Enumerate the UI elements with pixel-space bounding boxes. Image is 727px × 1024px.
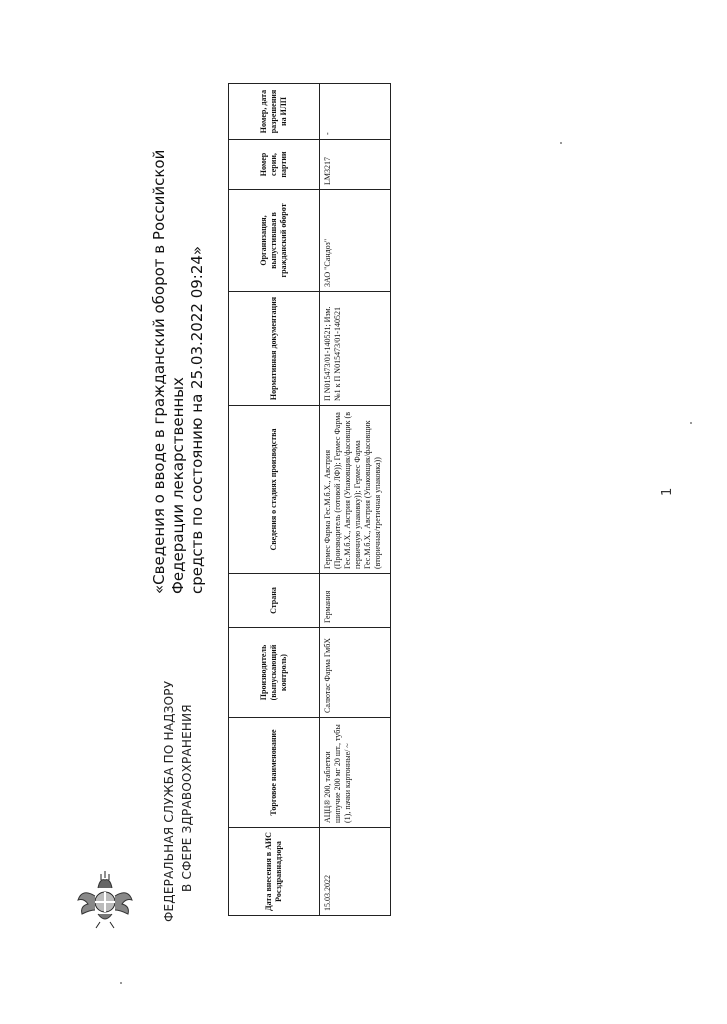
scan-speck xyxy=(560,142,562,144)
double-headed-eagle-emblem-icon xyxy=(70,866,140,936)
document-title-line2: средств по состоянию на 25.03.2022 09:24» xyxy=(188,245,206,594)
agency-name-line1: ФЕДЕРАЛЬНАЯ СЛУЖБА ПО НАДЗОРУ xyxy=(162,680,176,922)
header-date: Дата внесения в АИС Росздравнадзора xyxy=(229,828,320,916)
header-stages: Сведения о стадиях производства xyxy=(229,406,320,574)
cell-permit: - xyxy=(320,84,391,140)
table-row xyxy=(320,84,391,916)
agency-name-line2: В СФЕРЕ ЗДРАВООХРАНЕНИЯ xyxy=(180,704,194,892)
cell-trade-name: АЦЦ® 200, таблетки шипучие 200 мг 20 шт., тубы (1), пачки картонные/ ~ xyxy=(320,718,391,828)
document-title xyxy=(150,94,207,594)
page-number: 1 xyxy=(660,487,675,496)
header-series: Номер серии, партии xyxy=(229,140,320,190)
cell-date: 15.03.2022 xyxy=(320,828,391,916)
scan-speck xyxy=(120,982,122,984)
header-trade-name: Торговое наименование xyxy=(229,718,320,828)
registry-table xyxy=(228,83,391,916)
table-header-row xyxy=(229,84,320,916)
cell-normdoc: П N015473/01-140521; Изм. №1 к П N015473/01-140521 xyxy=(320,292,391,406)
header-organization: Организация, выпустившая в гражданский оборот xyxy=(229,190,320,292)
cell-organization: ЗАО "Сандоз" xyxy=(320,190,391,292)
header-permit: Номер, дата разрешения на ИЛП xyxy=(229,84,320,140)
cell-stages: Гермес Фарма Гес.М.б.Х., Австрия (Производитель (готовой ЛФ)); Гермес Фарма Гес.М.б.Х., Австрия (Упаковщик/фасовщик (в первичную упаковку)); Гермес Фарма Гес.М.б.Х., Австрия (Упаковщик/фасовщик (вторичная/третичная упаковка)) xyxy=(320,406,391,574)
cell-country: Германия xyxy=(320,574,391,628)
header-normdoc: Нормативная документация xyxy=(229,292,320,406)
header-country: Страна xyxy=(229,574,320,628)
scan-speck xyxy=(690,422,692,424)
cell-manufacturer: Салютас Фарма ГмбХ xyxy=(320,628,391,718)
header-manufacturer: Производитель (выпускающий контроль) xyxy=(229,628,320,718)
document-title-line1: «Сведения о вводе в гражданский оборот в Российской Федерации лекарственных xyxy=(150,149,187,594)
cell-series: LM3217 xyxy=(320,140,391,190)
